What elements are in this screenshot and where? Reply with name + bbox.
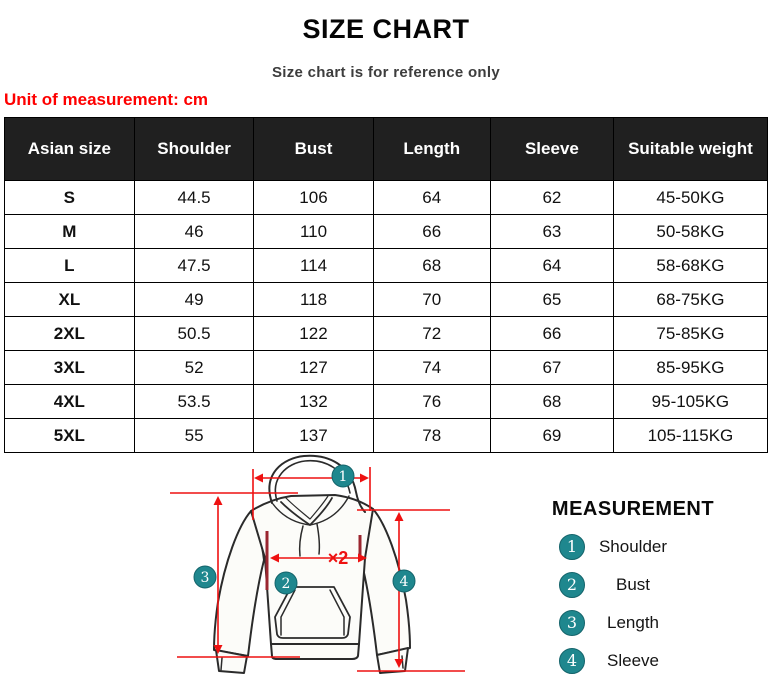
legend-item-length [548, 609, 718, 636]
number-badge-icon: 1 [559, 534, 585, 560]
shoulder-cell: 55 [134, 419, 254, 453]
size-cell: 2XL [5, 317, 135, 351]
weight-cell: 50-58KG [613, 215, 767, 249]
measurement-legend [548, 497, 718, 674]
bust-cell: 114 [254, 249, 373, 283]
bust-cell: 110 [254, 215, 373, 249]
bust-cell: 127 [254, 351, 373, 385]
table-row [5, 249, 768, 283]
hoodie-measurement-diagram [160, 450, 480, 678]
number-badge-icon: 2 [559, 572, 585, 598]
column-header-suitable-weight: Suitable weight [613, 118, 767, 181]
column-header-shoulder: Shoulder [134, 118, 254, 181]
column-header-bust: Bust [254, 118, 373, 181]
svg-text:3: 3 [200, 570, 210, 586]
legend-item-bust [548, 571, 718, 598]
weight-cell: 105-115KG [613, 419, 767, 453]
shoulder-cell: 47.5 [134, 249, 254, 283]
length-cell: 76 [373, 385, 491, 419]
pocket [275, 587, 350, 638]
sleeve-cell: 69 [491, 419, 614, 453]
shoulder-cell: 50.5 [134, 317, 254, 351]
bust-cell: 118 [254, 283, 373, 317]
unit-of-measurement-note: Unit of measurement: cm [4, 90, 209, 109]
page-title: SIZE CHART [302, 14, 470, 44]
legend-item-shoulder [548, 533, 718, 560]
sleeve-cell: 67 [491, 351, 614, 385]
table-header-row [5, 118, 768, 181]
bust-cell: 132 [254, 385, 373, 419]
weight-cell: 75-85KG [613, 317, 767, 351]
sleeve-cell: 64 [491, 249, 614, 283]
size-cell: L [5, 249, 135, 283]
length-cell: 72 [373, 317, 491, 351]
callout-badge-sleeve [393, 570, 415, 592]
weight-cell: 85-95KG [613, 351, 767, 385]
weight-cell: 95-105KG [613, 385, 767, 419]
table-row [5, 351, 768, 385]
table-row [5, 215, 768, 249]
length-cell: 70 [373, 283, 491, 317]
shoulder-cell: 49 [134, 283, 254, 317]
bust-cell: 122 [254, 317, 373, 351]
weight-cell: 45-50KG [613, 181, 767, 215]
shoulder-cell: 52 [134, 351, 254, 385]
shoulder-cell: 44.5 [134, 181, 254, 215]
length-cell: 64 [373, 181, 491, 215]
table-row [5, 385, 768, 419]
number-badge-icon: 3 [559, 610, 585, 636]
svg-text:2: 2 [281, 576, 291, 592]
callout-badge-shoulder [332, 465, 354, 487]
table-row [5, 181, 768, 215]
sleeve-cell: 65 [491, 283, 614, 317]
bust-multiplier-label: ×2 [327, 548, 349, 568]
legend-label: Length [607, 612, 659, 632]
callout-badge-length [194, 566, 216, 588]
shoulder-cell: 53.5 [134, 385, 254, 419]
svg-text:1: 1 [338, 469, 348, 485]
bust-cell: 137 [254, 419, 373, 453]
column-header-asian-size: Asian size [5, 118, 135, 181]
table-row [5, 317, 768, 351]
size-cell: 4XL [5, 385, 135, 419]
bust-cell: 106 [254, 181, 373, 215]
size-cell: S [5, 181, 135, 215]
size-cell: M [5, 215, 135, 249]
column-header-sleeve: Sleeve [491, 118, 614, 181]
length-cell: 74 [373, 351, 491, 385]
svg-text:4: 4 [399, 574, 409, 590]
sleeve-cell: 68 [491, 385, 614, 419]
legend-item-sleeve [548, 647, 718, 674]
legend-title: MEASUREMENT [551, 498, 715, 520]
shoulder-cell: 46 [134, 215, 254, 249]
size-table [4, 117, 768, 453]
legend-label: Sleeve [607, 650, 659, 670]
length-cell: 68 [373, 249, 491, 283]
table-row [5, 419, 768, 453]
column-header-length: Length [373, 118, 491, 181]
weight-cell: 68-75KG [613, 283, 767, 317]
number-badge-icon: 4 [559, 648, 585, 674]
sleeve-cell: 62 [491, 181, 614, 215]
legend-label: Shoulder [598, 536, 668, 556]
size-cell: 5XL [5, 419, 135, 453]
callout-badge-bust [275, 572, 297, 594]
legend-label: Bust [615, 574, 651, 594]
length-cell: 78 [373, 419, 491, 453]
page-subtitle: Size chart is for reference only [271, 64, 500, 81]
size-cell: 3XL [5, 351, 135, 385]
table-row [5, 283, 768, 317]
hoodie-drawing [214, 456, 410, 673]
sleeve-cell: 66 [491, 317, 614, 351]
sleeve-cell: 63 [491, 215, 614, 249]
size-cell: XL [5, 283, 135, 317]
length-cell: 66 [373, 215, 491, 249]
weight-cell: 58-68KG [613, 249, 767, 283]
